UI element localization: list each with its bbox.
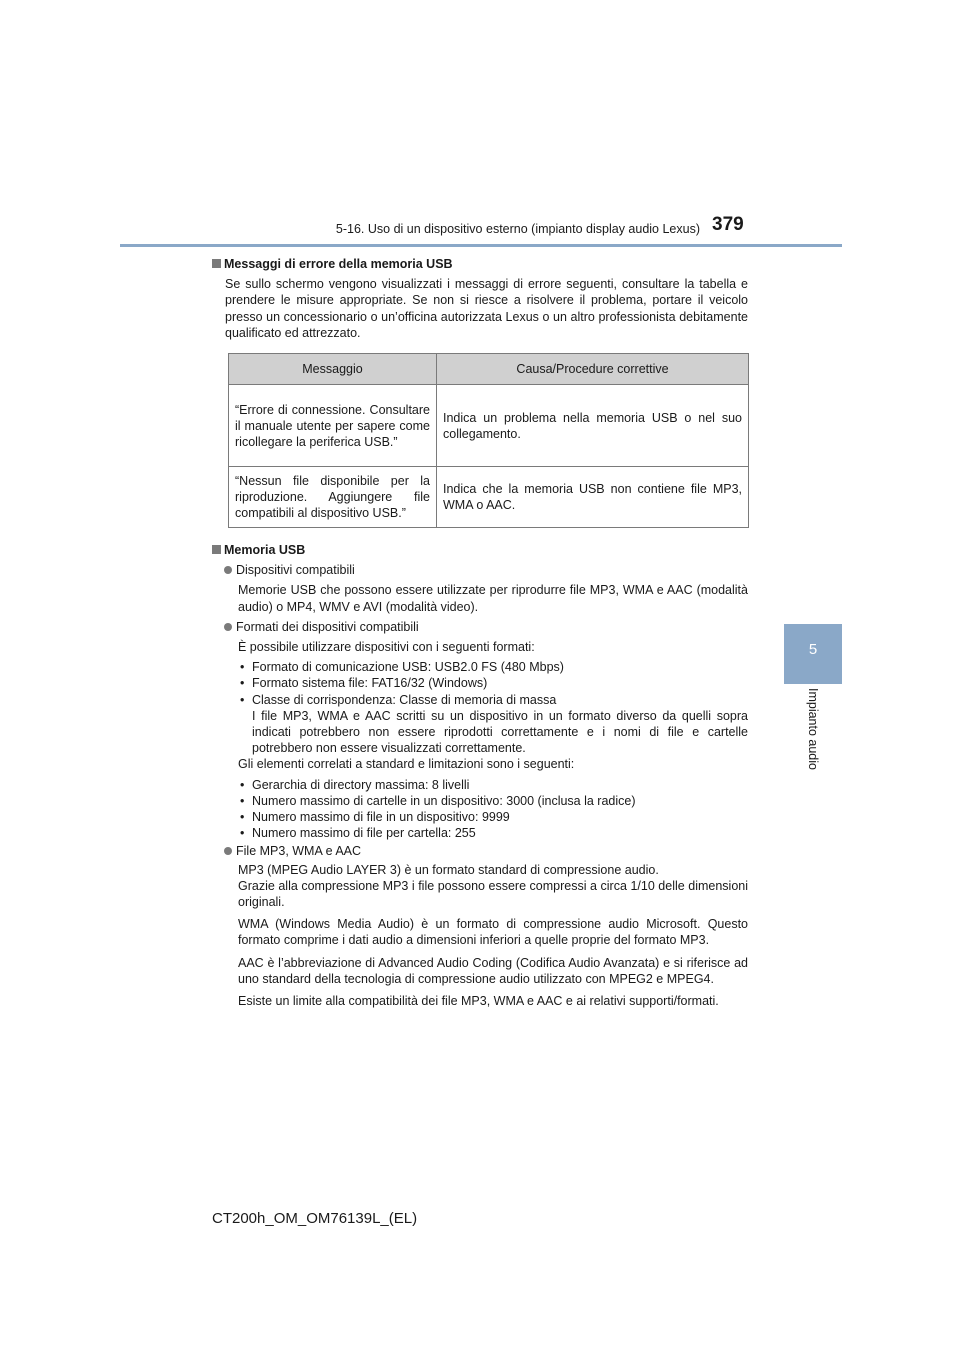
formats-list [238, 659, 748, 708]
formats-note: I file MP3, WMA e AAC scritti su un dispositivo in un formato diverso da quelli sopra indicati potrebbero non essere riprodotti correttamente e i nomi di file e cartelle potrebbero non essere visualizzati correttamente. [252, 708, 748, 756]
table-cell-cause: Indica che la memoria USB non contiene file MP3, WMA o AAC. [437, 467, 749, 528]
section-heading-text: Messaggi di errore della memoria USB [224, 257, 453, 271]
sub-heading-formats [224, 619, 748, 635]
table-header-cause: Causa/Procedure correttive [437, 354, 749, 385]
list-item: • Numero massimo di file per cartella: 255 [240, 826, 476, 841]
list-item: • Formato sistema file: FAT16/32 (Windows) [240, 676, 488, 691]
files-paragraph-4: Esiste un limite alla compatibilità dei file MP3, WMA e AAC e ai relativi supporti/formati. [238, 994, 719, 1009]
page-content [212, 256, 748, 1009]
sub-heading-text: Dispositivi compatibili [236, 563, 355, 578]
square-bullet-icon [212, 259, 221, 268]
section-heading-text: Memoria USB [224, 543, 306, 558]
files-paragraph-3: AAC è l’abbreviazione di Advanced Audio Coding (Codifica Audio Avanzata) e si riferisce ad uno standard della tecnologia di compressione audio utilizzato con MPEG2 e MPEG4. [238, 955, 748, 986]
error-message-table [228, 353, 749, 528]
section-heading-usb-errors [212, 256, 748, 272]
devices-text: Memorie USB che possono essere utilizzate per riprodurre file MP3, WMA e AAC (modalità audio) o MP4, WMV e AVI (modalità video). [238, 583, 748, 614]
sub-heading-files [224, 843, 748, 859]
table-row [229, 385, 749, 467]
table-cell-cause: Indica un problema nella memoria USB o nel suo collegamento. [437, 385, 749, 467]
list-item: • Formato di comunicazione USB: USB2.0 FS (480 Mbps) [240, 660, 564, 675]
document-code: CT200h_OM_OM76139L_(EL) [212, 1210, 418, 1227]
circle-bullet-icon [224, 623, 232, 631]
header-title: 5-16. Uso di un dispositivo esterno (impianto display audio Lexus) [335, 222, 700, 236]
table-cell-message: “Errore di connessione. Consultare il manuale utente per sapere come ricollegare la periferica USB.” [229, 385, 437, 467]
section-heading-usb-memory [212, 542, 748, 558]
files-paragraph-1b: Grazie alla compressione MP3 i file possono essere compressi a circa 1/10 delle dimensioni originali. [238, 878, 748, 910]
files-paragraph-2: WMA (Windows Media Audio) è un formato di compressione audio Microsoft. Questo formato comprime i dati audio a dimensioni inferiori a quelle proprie del formato MP3. [238, 917, 748, 948]
header-rule [120, 244, 842, 247]
list-item: • Numero massimo di file in un dispositivo: 9999 [240, 810, 510, 825]
circle-bullet-icon [224, 847, 232, 855]
square-bullet-icon [212, 545, 221, 554]
list-item: • Gerarchia di directory massima: 8 livelli [240, 777, 470, 792]
sub-heading-devices [224, 562, 748, 578]
side-tab-number: 5 [808, 641, 818, 658]
side-tab-label: Impianto audio [806, 687, 820, 770]
sub-heading-text: Formati dei dispositivi compatibili [236, 619, 419, 634]
list-item: • Numero massimo di cartelle in un dispositivo: 3000 (inclusa la radice) [240, 793, 636, 808]
limits-list [238, 777, 748, 842]
table-header-row [229, 354, 749, 385]
sub-heading-text: File MP3, WMA e AAC [236, 844, 362, 859]
table-row [229, 467, 749, 528]
files-paragraph-1a: MP3 (MPEG Audio LAYER 3) è un formato standard di compressione audio. [238, 862, 659, 877]
page-number: 379 [712, 214, 744, 235]
formats-intro: È possibile utilizzare dispositivi con i seguenti formati: [238, 640, 535, 655]
list-item: • Classe di corrispondenza: Classe di memoria di massa [240, 692, 557, 707]
limits-intro: Gli elementi correlati a standard e limitazioni sono i seguenti: [238, 757, 575, 772]
intro-paragraph: Se sullo schermo vengono visualizzati i messaggi di errore seguenti, consultare la tabella e prendere le misure appropriate. Se non si riesce a risolvere il problema, portare il veicolo presso un concessionario o un’officina autorizzata Lexus o un altro professionista debitamente qualificato ed attrezzato. [225, 277, 748, 340]
table-header-message: Messaggio [229, 354, 437, 385]
circle-bullet-icon [224, 566, 232, 574]
table-cell-message: “Nessun file disponibile per la riproduzione. Aggiungere file compatibili al dispositivo USB.” [229, 467, 437, 528]
